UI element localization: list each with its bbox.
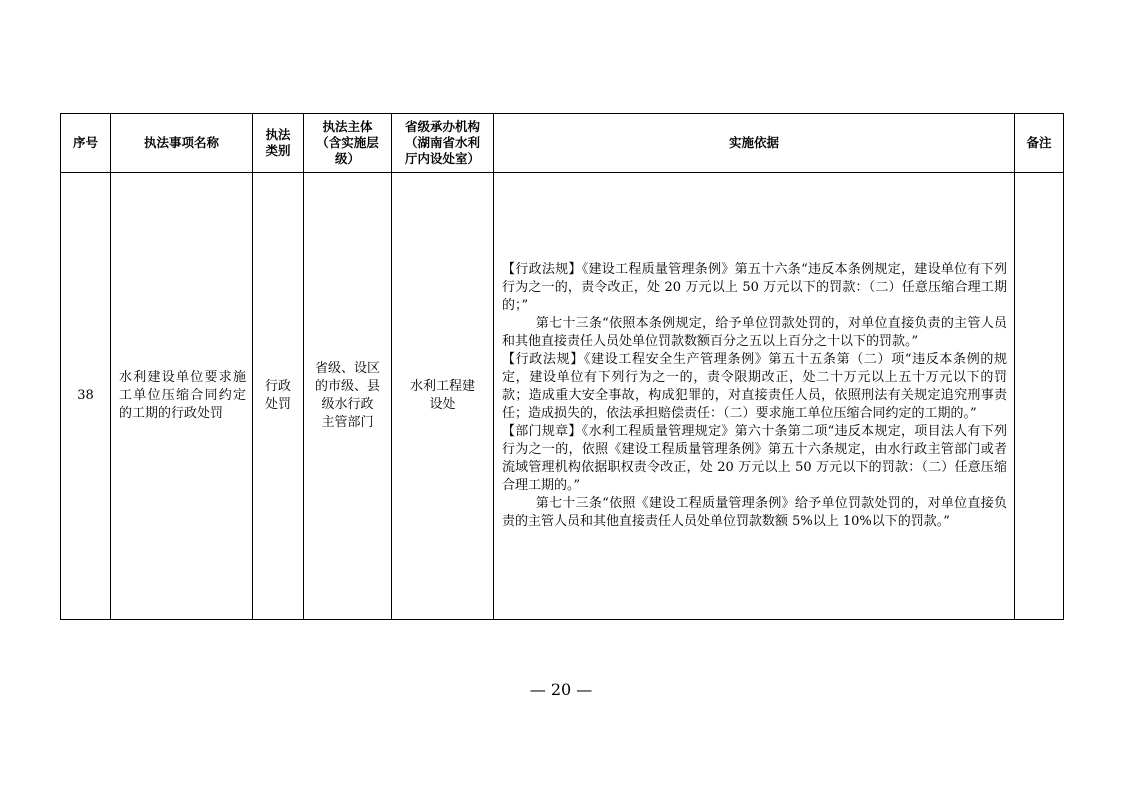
row-type-line: 行政: [264, 379, 291, 394]
header-subject-line: 执法主体: [322, 119, 373, 134]
row-remark: [1015, 173, 1064, 620]
enforcement-table: [60, 113, 1064, 620]
row-name: 水利建设单位要求施工单位压缩合同约定的工期的行政处罚: [111, 173, 253, 620]
basis-paragraph: 【部门规章】《水利工程质量管理规定》第六十条第二项“违反本规定，项目法人有下列行为之一的，依照《建设工程质量管理条例》第五十六条规定，由水行政主管部门或者流域管理机构依据职权责令改正，处 20 万元以上 50 万元以下的罚款：（二）任意压缩合理工期的。”: [502, 424, 1007, 493]
header-row: [61, 114, 1064, 173]
page-number: — 20 —: [529, 680, 593, 699]
row-org-line: 水利工程建: [409, 379, 475, 394]
row-org: [392, 173, 494, 620]
row-org-line: 设处: [429, 397, 456, 412]
basis-paragraph: 【行政法规】《建设工程质量管理条例》第五十六条“违反本条例规定，建设单位有下列行为之一的，责令改正，处 20 万元以上 50 万元以下的罚款：（二）任意压缩合理工期的；”: [502, 262, 1007, 313]
header-type: [253, 114, 304, 173]
header-subject: [304, 114, 392, 173]
header-remark: 备注: [1015, 114, 1064, 173]
row-basis: [494, 173, 1015, 620]
basis-paragraph: 第七十三条“依照本条例规定，给予单位罚款处罚的，对单位直接负责的主管人员和其他直接责任人员处单位罚款数额百分之五以上百分之十以下的罚款。”: [502, 316, 1007, 349]
row-type-line: 处罚: [264, 397, 291, 412]
table-row: [61, 173, 1064, 620]
header-org-line: （湖南省水利: [404, 135, 480, 150]
row-type: [253, 173, 304, 620]
basis-paragraph: 【行政法规】《建设工程安全生产管理条例》第五十五条第（二）项“违反本条例的规定，建设单位有下列行为之一的，责令限期改正，处二十万元以上五十万元以下的罚款；造成重大安全事故，构成犯罪的，对直接责任人员，依照刑法有关规定追究刑事责任；造成损失的，依法承担赔偿责任：（二）要求施工单位压缩合同约定的工期的。”: [502, 352, 1007, 421]
header-org-line: 厅内设处室）: [404, 151, 480, 166]
header-basis: 实施依据: [494, 114, 1015, 173]
row-subject: [304, 173, 392, 620]
header-type-line: 执法: [265, 127, 291, 142]
row-no: 38: [61, 173, 111, 620]
header-name: 执法事项名称: [111, 114, 253, 173]
header-org: [392, 114, 494, 173]
header-subject-line: 级）: [334, 151, 360, 166]
row-subject-line: 主管部门: [321, 415, 374, 430]
header-subject-line: （含实施层: [316, 135, 379, 150]
row-subject-line: 省级、设区: [314, 361, 380, 376]
header-org-line: 省级承办机构: [404, 119, 480, 134]
header-type-line: 类别: [265, 143, 291, 158]
row-subject-line: 的市级、县: [314, 379, 380, 394]
header-no: 序号: [61, 114, 111, 173]
basis-paragraph: 第七十三条“依照《建设工程质量管理条例》给予单位罚款处罚的，对单位直接负责的主管人员和其他直接责任人员处单位罚款数额 5%以上 10%以下的罚款。”: [502, 496, 1007, 529]
row-subject-line: 级水行政: [321, 397, 374, 412]
